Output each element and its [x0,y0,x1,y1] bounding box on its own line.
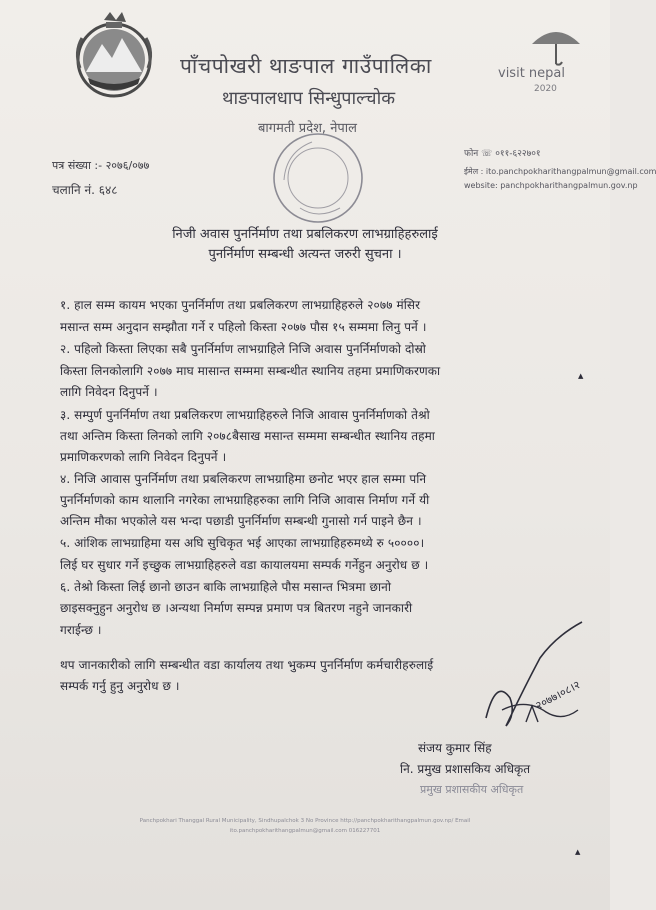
province-line: बागमती प्रदेश, नेपाल [258,121,357,136]
body-line: मसान्त सम्म अनुदान सम्झौता गर्ने र पहिलो किस्ता २०७७ पौस १५ सम्ममा लिनु पर्ने । [60,320,427,334]
phone-number: फोन ☏ ०११-६२२७०१ [464,149,541,159]
body-line: ३. सम्पुर्ण पुनर्निर्माण तथा प्रबलिकरण लाभग्राहिहरुले निजि आवास पुनर्निर्माणको तेश्रो [60,408,430,422]
notice-subject-line2: पुनर्निर्माण सम्बन्धी अत्यन्त जरुरी सुचना । [208,247,402,262]
signatory-name: संजय कुमार सिंह [418,741,492,755]
signature-date: २०७७।०८।२ [533,678,583,713]
body-line: १. हाल सम्म कायम भएका पुनर्निर्माण तथा प्रबलिकरण लाभग्राहिहरुले २०७७ मंसिर [60,298,421,312]
margin-mark: ▲ [578,372,584,380]
body-line: ४. निजि आवास पुनर्निर्माण तथा प्रबलिकरण लाभग्राहिमा छनोट भएर हाल सम्मा पनि [60,472,427,486]
municipality-location: थाङपालधाप सिन्धुपाल्चोक [222,88,396,109]
body-line: ६. तेश्रो किस्ता लिई छानो छाउन बाकि लाभग्राहिले पौस मसान्त भित्रमा छानो [60,580,392,594]
visit-nepal-text: visit nepal [498,66,565,81]
body-line: प्रमाणिकरणको लागि निवेदन दिनुपर्ने । [60,450,227,464]
email-address: ईमेल : ito.panchpokharithangpalmun@gmail.com [464,167,656,176]
dispatch-number: चलानि नं. ६४८ [52,183,118,197]
body-line: २. पहिलो किस्ता लिएका सबै पुनर्निर्माण लाभग्राहिले निजि अवास पुनर्निर्माणको दोस्रो [60,342,427,356]
umbrella-icon [526,22,586,66]
body-line: तथा अन्तिम किस्ता लिनको लागि २०७८बैसाख मसान्त सम्ममा सम्बन्धीत स्थानिय तहमा [60,429,436,443]
body-line: ५. आंशिक लाभग्राहिमा यस अघि सुचिकृत भई आएका लाभग्राहिहरुमध्ये रु ५००००। [60,536,425,550]
body-line: पुनर्निर्माणको काम थालानि नगरेका लाभग्राहिहरुका लागि निजि आवास निर्माण गर्ने यी [60,493,430,507]
closing-line1: थप जानकारीको लागि सम्बन्धीत वडा कार्यालय तथा भुकम्प पुनर्निर्माण कर्मचारीहरुलाई [60,658,434,672]
nepal-emblem-logo [66,8,162,104]
body-line: लिई घर सुधार गर्ने इच्छुक लाभग्राहिहरुले वडा कायालयमा सम्पर्क गर्नेहुन अनुरोध छ । [60,558,429,572]
margin-mark: ▲ [575,848,581,856]
footer-address: Panchpokhari Thanggal Rural Municipality, Sindhupalchok 3 No Province http://panchpokharithangpalmun.gov.np/ Email [139,818,471,824]
designation-stamp: प्रमुख प्रशासकीय अधिकृत [420,783,524,796]
closing-line2: सम्पर्क गर्नु हुनु अनुरोध छ । [60,679,180,693]
body-line: लागि निवेदन दिनुपर्ने । [60,385,158,399]
visit-nepal-logo [498,22,598,102]
body-line: गराईन्छ । [60,623,102,637]
visit-nepal-year: 2020 [534,84,557,94]
body-line: किस्ता लिनकोलागि २०७७ माघ मासान्त सम्ममा सम्बन्धीत स्थानिय तहमा प्रमाणिकरणका [60,364,441,378]
body-line: छाइसक्नुहुन अनुरोध छ ।अन्यथा निर्माण सम्पन्न प्रमाण पत्र बितरण नहुने जानकारी [60,601,413,615]
body-line: अन्तिम मौका भएकोले यस भन्दा पछाडी पुनर्निर्माण सम्बन्धी गुनासो गर्न पाइने छैन । [60,514,422,528]
footer-contact: ito.panchpokharithangpalmun@gmail.com 016227701 [229,828,381,834]
notice-subject-line1: निजी अवास पुनर्निर्माण तथा प्रबलिकरण लाभग्राहिहरुलाई [172,227,438,242]
letter-reference-number: पत्र संख्या :- २०७६/०७७ [52,159,150,172]
office-round-stamp [270,130,366,226]
website-address: website: panchpokharithangpalmun.gov.np [464,181,638,190]
municipality-title: पाँचपोखरी थाङपाल गाउँपालिका [180,54,432,78]
signatory-designation: नि. प्रमुख प्रशासकिय अधिकृत [400,762,531,776]
